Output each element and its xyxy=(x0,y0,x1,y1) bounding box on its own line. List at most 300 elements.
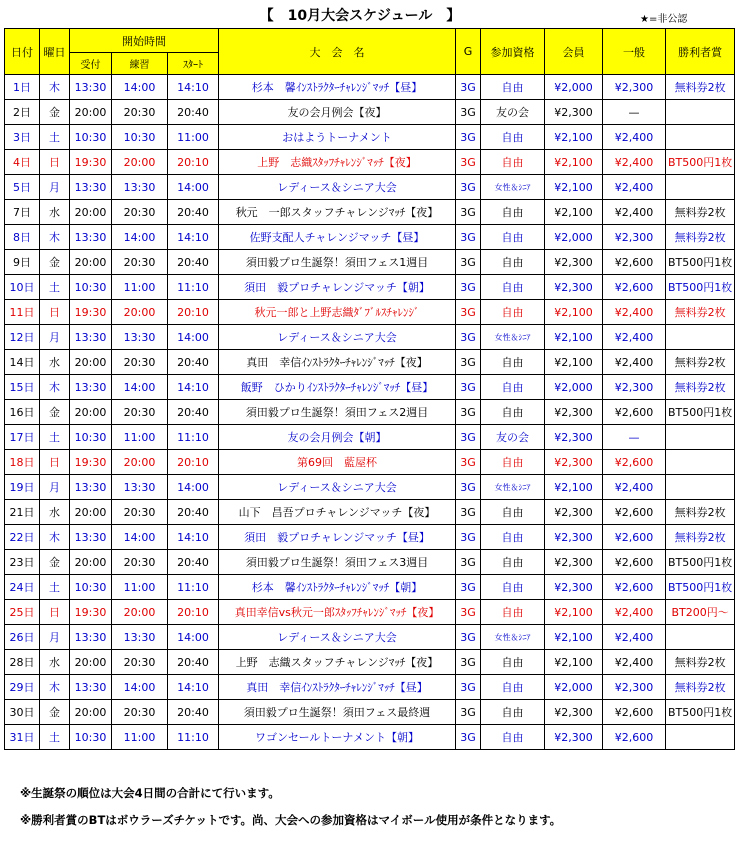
row-member-fee: ¥2,300 xyxy=(545,450,603,475)
row-winner-prize: 無料券2枚 xyxy=(666,350,735,375)
row-date: 28日 xyxy=(5,650,40,675)
table-row xyxy=(5,275,735,300)
row-event-name: 秋元一郎と上野志織ﾀﾞﾌﾞﾙｽﾁｬﾚﾝｼﾞ xyxy=(219,300,456,325)
row-member-fee: ¥2,100 xyxy=(545,475,603,500)
row-qualification: 女性＆ｼﾆｱ xyxy=(481,625,545,650)
header-general: 一般 xyxy=(603,29,666,75)
row-g: 3G xyxy=(456,225,481,250)
row-qualification: 友の会 xyxy=(481,425,545,450)
row-weekday: 金 xyxy=(40,400,70,425)
row-general-fee: ¥2,300 xyxy=(603,375,666,400)
row-weekday: 木 xyxy=(40,225,70,250)
row-date: 7日 xyxy=(5,200,40,225)
row-practice: 11:00 xyxy=(112,575,168,600)
row-general-fee: ¥2,600 xyxy=(603,400,666,425)
row-date: 9日 xyxy=(5,250,40,275)
row-winner-prize xyxy=(666,450,735,475)
header-date: 日付 xyxy=(5,29,40,75)
row-date: 31日 xyxy=(5,725,40,750)
header-start: ｽﾀｰﾄ xyxy=(168,53,219,75)
row-start: 11:10 xyxy=(168,425,219,450)
row-member-fee: ¥2,000 xyxy=(545,225,603,250)
row-qualification: 自由 xyxy=(481,450,545,475)
row-weekday: 水 xyxy=(40,650,70,675)
row-g: 3G xyxy=(456,75,481,100)
row-winner-prize: 無料券2枚 xyxy=(666,200,735,225)
row-start: 14:00 xyxy=(168,475,219,500)
row-general-fee: ¥2,400 xyxy=(603,125,666,150)
row-winner-prize: 無料券2枚 xyxy=(666,300,735,325)
row-g: 3G xyxy=(456,375,481,400)
row-date: 16日 xyxy=(5,400,40,425)
row-winner-prize: BT500円1枚 xyxy=(666,575,735,600)
row-start: 14:00 xyxy=(168,175,219,200)
row-member-fee: ¥2,300 xyxy=(545,500,603,525)
row-qualification: 自由 xyxy=(481,725,545,750)
page-title: 【 10月大会スケジュール 】 xyxy=(259,8,461,24)
row-general-fee: ¥2,300 xyxy=(603,675,666,700)
row-winner-prize xyxy=(666,100,735,125)
row-winner-prize xyxy=(666,325,735,350)
row-weekday: 日 xyxy=(40,600,70,625)
row-qualification: 自由 xyxy=(481,200,545,225)
row-member-fee: ¥2,100 xyxy=(545,350,603,375)
row-member-fee: ¥2,300 xyxy=(545,550,603,575)
table-row xyxy=(5,200,735,225)
row-general-fee: ¥2,600 xyxy=(603,550,666,575)
row-date: 22日 xyxy=(5,525,40,550)
table-row xyxy=(5,175,735,200)
table-row xyxy=(5,500,735,525)
row-date: 25日 xyxy=(5,600,40,625)
row-practice: 20:30 xyxy=(112,650,168,675)
row-start: 14:10 xyxy=(168,525,219,550)
row-start: 11:00 xyxy=(168,125,219,150)
row-reception: 13:30 xyxy=(70,625,112,650)
row-start: 11:10 xyxy=(168,275,219,300)
table-row xyxy=(5,100,735,125)
table-row xyxy=(5,325,735,350)
row-event-name: 飯野 ひかりｲﾝｽﾄﾗｸﾀｰﾁｬﾚﾝｼﾞﾏｯﾁ【昼】 xyxy=(219,375,456,400)
row-winner-prize: 無料券2枚 xyxy=(666,675,735,700)
row-weekday: 水 xyxy=(40,500,70,525)
row-start: 20:10 xyxy=(168,450,219,475)
header-g: G xyxy=(456,29,481,75)
row-date: 18日 xyxy=(5,450,40,475)
row-reception: 10:30 xyxy=(70,275,112,300)
row-date: 1日 xyxy=(5,75,40,100)
table-row xyxy=(5,700,735,725)
row-winner-prize: BT500円1枚 xyxy=(666,400,735,425)
row-practice: 20:00 xyxy=(112,600,168,625)
row-date: 3日 xyxy=(5,125,40,150)
table-row xyxy=(5,600,735,625)
row-member-fee: ¥2,300 xyxy=(545,100,603,125)
row-weekday: 日 xyxy=(40,300,70,325)
row-event-name: 上野 志織ｽﾀｯﾌﾁｬﾚﾝｼﾞﾏｯﾁ【夜】 xyxy=(219,150,456,175)
row-reception: 20:00 xyxy=(70,650,112,675)
row-reception: 13:30 xyxy=(70,475,112,500)
row-qualification: 女性＆ｼﾆｱ xyxy=(481,325,545,350)
row-winner-prize: BT500円1枚 xyxy=(666,550,735,575)
row-qualification: 自由 xyxy=(481,300,545,325)
table-row xyxy=(5,475,735,500)
row-g: 3G xyxy=(456,175,481,200)
row-g: 3G xyxy=(456,300,481,325)
row-weekday: 木 xyxy=(40,375,70,400)
row-event-name: レディース＆シニア大会 xyxy=(219,475,456,500)
row-weekday: 月 xyxy=(40,175,70,200)
row-date: 8日 xyxy=(5,225,40,250)
header-reception: 受付 xyxy=(70,53,112,75)
row-event-name: ワゴンセールトーナメント【朝】 xyxy=(219,725,456,750)
row-practice: 20:00 xyxy=(112,450,168,475)
row-reception: 20:00 xyxy=(70,350,112,375)
row-weekday: 金 xyxy=(40,100,70,125)
row-winner-prize: 無料券2枚 xyxy=(666,500,735,525)
row-event-name: 真田 幸信ｲﾝｽﾄﾗｸﾀｰﾁｬﾚﾝｼﾞﾏｯﾁ【夜】 xyxy=(219,350,456,375)
row-weekday: 木 xyxy=(40,75,70,100)
legend-note: ★=非公認 xyxy=(640,14,688,25)
row-start: 20:40 xyxy=(168,500,219,525)
row-date: 5日 xyxy=(5,175,40,200)
row-reception: 19:30 xyxy=(70,600,112,625)
table-row xyxy=(5,375,735,400)
row-qualification: 友の会 xyxy=(481,100,545,125)
row-general-fee: ¥2,400 xyxy=(603,200,666,225)
row-qualification: 自由 xyxy=(481,150,545,175)
row-start: 20:40 xyxy=(168,250,219,275)
row-start: 11:10 xyxy=(168,575,219,600)
row-practice: 14:00 xyxy=(112,375,168,400)
row-reception: 19:30 xyxy=(70,300,112,325)
row-general-fee: ¥2,600 xyxy=(603,450,666,475)
row-member-fee: ¥2,100 xyxy=(545,200,603,225)
row-general-fee: ¥2,600 xyxy=(603,575,666,600)
row-start: 20:40 xyxy=(168,650,219,675)
row-practice: 20:30 xyxy=(112,100,168,125)
row-event-name: おはようトーナメント xyxy=(219,125,456,150)
row-start: 14:10 xyxy=(168,225,219,250)
row-winner-prize: 無料券2枚 xyxy=(666,225,735,250)
row-event-name: 杉本 馨ｲﾝｽﾄﾗｸﾀｰﾁｬﾚﾝｼﾞﾏｯﾁ【朝】 xyxy=(219,575,456,600)
table-row xyxy=(5,650,735,675)
row-winner-prize: 無料券2枚 xyxy=(666,75,735,100)
row-event-name: 須田毅プロ生誕祭！須田フェス2週目 xyxy=(219,400,456,425)
row-general-fee: ¥2,600 xyxy=(603,700,666,725)
row-g: 3G xyxy=(456,550,481,575)
row-qualification: 自由 xyxy=(481,550,545,575)
table-row xyxy=(5,450,735,475)
header-winner-prize: 勝利者賞 xyxy=(666,29,735,75)
row-event-name: 友の会月例会【朝】 xyxy=(219,425,456,450)
row-reception: 20:00 xyxy=(70,100,112,125)
row-start: 14:10 xyxy=(168,675,219,700)
row-event-name: 友の会月例会【夜】 xyxy=(219,100,456,125)
row-reception: 13:30 xyxy=(70,75,112,100)
row-event-name: 杉本 馨ｲﾝｽﾄﾗｸﾀｰﾁｬﾚﾝｼﾞﾏｯﾁ【昼】 xyxy=(219,75,456,100)
row-reception: 13:30 xyxy=(70,525,112,550)
row-date: 21日 xyxy=(5,500,40,525)
row-general-fee: ¥2,400 xyxy=(603,600,666,625)
row-member-fee: ¥2,300 xyxy=(545,275,603,300)
note-ticket: ※勝利者賞のBTはボウラーズチケットです。尚、大会への参加資格はマイボール使用が条件となります。 xyxy=(20,813,562,827)
row-start: 20:10 xyxy=(168,300,219,325)
row-weekday: 木 xyxy=(40,525,70,550)
row-winner-prize: 無料券2枚 xyxy=(666,375,735,400)
row-reception: 20:00 xyxy=(70,500,112,525)
row-practice: 14:00 xyxy=(112,225,168,250)
row-start: 14:00 xyxy=(168,325,219,350)
header-practice: 練習 xyxy=(112,53,168,75)
row-date: 23日 xyxy=(5,550,40,575)
row-date: 19日 xyxy=(5,475,40,500)
table-row xyxy=(5,525,735,550)
row-qualification: 自由 xyxy=(481,400,545,425)
row-qualification: 自由 xyxy=(481,650,545,675)
row-weekday: 土 xyxy=(40,575,70,600)
header-start-time: 開始時間 xyxy=(70,29,219,53)
row-qualification: 自由 xyxy=(481,575,545,600)
row-winner-prize xyxy=(666,625,735,650)
table-row xyxy=(5,425,735,450)
table-row xyxy=(5,550,735,575)
row-g: 3G xyxy=(456,500,481,525)
row-reception: 13:30 xyxy=(70,225,112,250)
row-qualification: 女性＆ｼﾆｱ xyxy=(481,475,545,500)
table-row xyxy=(5,675,735,700)
row-practice: 20:30 xyxy=(112,200,168,225)
row-general-fee: ¥2,600 xyxy=(603,525,666,550)
row-g: 3G xyxy=(456,675,481,700)
row-member-fee: ¥2,100 xyxy=(545,125,603,150)
row-weekday: 水 xyxy=(40,200,70,225)
row-practice: 10:30 xyxy=(112,125,168,150)
row-reception: 13:30 xyxy=(70,175,112,200)
row-event-name: レディース＆シニア大会 xyxy=(219,175,456,200)
row-date: 30日 xyxy=(5,700,40,725)
row-g: 3G xyxy=(456,450,481,475)
row-winner-prize xyxy=(666,425,735,450)
header-event: 大 会 名 xyxy=(219,29,456,75)
header-qualification: 参加資格 xyxy=(481,29,545,75)
row-weekday: 水 xyxy=(40,350,70,375)
row-member-fee: ¥2,300 xyxy=(545,525,603,550)
row-member-fee: ¥2,100 xyxy=(545,175,603,200)
table-row xyxy=(5,575,735,600)
row-practice: 13:30 xyxy=(112,175,168,200)
row-member-fee: ¥2,300 xyxy=(545,400,603,425)
row-g: 3G xyxy=(456,125,481,150)
row-weekday: 土 xyxy=(40,125,70,150)
schedule-table xyxy=(4,28,735,750)
row-winner-prize: BT200円～ xyxy=(666,600,735,625)
row-member-fee: ¥2,300 xyxy=(545,725,603,750)
row-weekday: 日 xyxy=(40,450,70,475)
row-date: 17日 xyxy=(5,425,40,450)
row-qualification: 自由 xyxy=(481,375,545,400)
row-general-fee: — xyxy=(603,425,666,450)
row-practice: 20:30 xyxy=(112,700,168,725)
row-g: 3G xyxy=(456,200,481,225)
row-g: 3G xyxy=(456,475,481,500)
row-member-fee: ¥2,100 xyxy=(545,325,603,350)
row-start: 20:40 xyxy=(168,350,219,375)
row-winner-prize: BT500円1枚 xyxy=(666,700,735,725)
row-general-fee: ¥2,300 xyxy=(603,225,666,250)
row-start: 11:10 xyxy=(168,725,219,750)
row-winner-prize: BT500円1枚 xyxy=(666,150,735,175)
row-event-name: 須田 毅プロチャレンジマッチ【朝】 xyxy=(219,275,456,300)
row-g: 3G xyxy=(456,525,481,550)
row-event-name: 山下 昌吾プロチャレンジマッチ【夜】 xyxy=(219,500,456,525)
row-general-fee: ¥2,400 xyxy=(603,300,666,325)
row-practice: 11:00 xyxy=(112,425,168,450)
row-member-fee: ¥2,300 xyxy=(545,575,603,600)
row-general-fee: ¥2,400 xyxy=(603,625,666,650)
row-reception: 20:00 xyxy=(70,550,112,575)
row-practice: 20:30 xyxy=(112,400,168,425)
row-event-name: 第69回 藍屋杯 xyxy=(219,450,456,475)
table-row xyxy=(5,400,735,425)
row-g: 3G xyxy=(456,250,481,275)
row-general-fee: ¥2,600 xyxy=(603,275,666,300)
row-reception: 10:30 xyxy=(70,575,112,600)
row-practice: 11:00 xyxy=(112,725,168,750)
row-winner-prize: 無料券2枚 xyxy=(666,525,735,550)
row-winner-prize xyxy=(666,725,735,750)
row-date: 2日 xyxy=(5,100,40,125)
header-weekday: 曜日 xyxy=(40,29,70,75)
row-practice: 20:00 xyxy=(112,150,168,175)
row-practice: 20:30 xyxy=(112,350,168,375)
row-general-fee: — xyxy=(603,100,666,125)
row-member-fee: ¥2,000 xyxy=(545,675,603,700)
row-event-name: 須田毅プロ生誕祭！須田フェス3週目 xyxy=(219,550,456,575)
row-g: 3G xyxy=(456,600,481,625)
row-general-fee: ¥2,600 xyxy=(603,500,666,525)
row-member-fee: ¥2,100 xyxy=(545,600,603,625)
row-member-fee: ¥2,300 xyxy=(545,700,603,725)
row-start: 20:40 xyxy=(168,700,219,725)
row-qualification: 自由 xyxy=(481,700,545,725)
row-practice: 20:30 xyxy=(112,550,168,575)
row-general-fee: ¥2,400 xyxy=(603,150,666,175)
row-member-fee: ¥2,100 xyxy=(545,625,603,650)
row-general-fee: ¥2,400 xyxy=(603,175,666,200)
row-winner-prize xyxy=(666,475,735,500)
row-qualification: 自由 xyxy=(481,250,545,275)
row-g: 3G xyxy=(456,425,481,450)
row-g: 3G xyxy=(456,725,481,750)
row-g: 3G xyxy=(456,275,481,300)
row-member-fee: ¥2,100 xyxy=(545,650,603,675)
row-reception: 13:30 xyxy=(70,675,112,700)
row-practice: 20:00 xyxy=(112,300,168,325)
row-winner-prize xyxy=(666,125,735,150)
table-row xyxy=(5,625,735,650)
row-start: 20:10 xyxy=(168,150,219,175)
row-reception: 19:30 xyxy=(70,450,112,475)
row-event-name: レディース＆シニア大会 xyxy=(219,625,456,650)
row-reception: 13:30 xyxy=(70,325,112,350)
row-practice: 11:00 xyxy=(112,275,168,300)
table-row xyxy=(5,75,735,100)
row-start: 20:10 xyxy=(168,600,219,625)
row-reception: 10:30 xyxy=(70,125,112,150)
row-reception: 20:00 xyxy=(70,700,112,725)
row-event-name: 真田幸信vs秋元一郎ｽﾀｯﾌﾁｬﾚﾝｼﾞﾏｯﾁ【夜】 xyxy=(219,600,456,625)
row-reception: 20:00 xyxy=(70,250,112,275)
row-practice: 20:30 xyxy=(112,250,168,275)
row-g: 3G xyxy=(456,400,481,425)
row-g: 3G xyxy=(456,700,481,725)
row-g: 3G xyxy=(456,325,481,350)
table-row xyxy=(5,350,735,375)
row-event-name: 須田毅プロ生誕祭！須田フェス最終週 xyxy=(219,700,456,725)
header-member: 会員 xyxy=(545,29,603,75)
row-event-name: 上野 志織スタッフチャレンジﾏｯﾁ【夜】 xyxy=(219,650,456,675)
row-practice: 14:00 xyxy=(112,525,168,550)
row-start: 20:40 xyxy=(168,200,219,225)
row-weekday: 土 xyxy=(40,425,70,450)
row-g: 3G xyxy=(456,150,481,175)
row-winner-prize xyxy=(666,175,735,200)
row-member-fee: ¥2,300 xyxy=(545,425,603,450)
row-date: 12日 xyxy=(5,325,40,350)
row-date: 10日 xyxy=(5,275,40,300)
row-general-fee: ¥2,400 xyxy=(603,475,666,500)
row-member-fee: ¥2,000 xyxy=(545,375,603,400)
row-weekday: 金 xyxy=(40,550,70,575)
row-qualification: 自由 xyxy=(481,350,545,375)
row-practice: 13:30 xyxy=(112,475,168,500)
row-qualification: 自由 xyxy=(481,75,545,100)
row-member-fee: ¥2,100 xyxy=(545,150,603,175)
row-g: 3G xyxy=(456,100,481,125)
row-event-name: 須田 毅プロチャレンジマッチ【昼】 xyxy=(219,525,456,550)
row-start: 14:10 xyxy=(168,375,219,400)
row-general-fee: ¥2,400 xyxy=(603,325,666,350)
row-date: 14日 xyxy=(5,350,40,375)
row-event-name: レディース＆シニア大会 xyxy=(219,325,456,350)
row-event-name: 佐野支配人チャレンジマッチ【昼】 xyxy=(219,225,456,250)
row-practice: 13:30 xyxy=(112,325,168,350)
row-weekday: 金 xyxy=(40,250,70,275)
row-weekday: 月 xyxy=(40,475,70,500)
row-event-name: 須田毅プロ生誕祭！須田フェス1週目 xyxy=(219,250,456,275)
row-weekday: 日 xyxy=(40,150,70,175)
row-practice: 14:00 xyxy=(112,675,168,700)
row-event-name: 真田 幸信ｲﾝｽﾄﾗｸﾀｰﾁｬﾚﾝｼﾞﾏｯﾁ【昼】 xyxy=(219,675,456,700)
row-event-name: 秋元 一郎スタッフチャレンジﾏｯﾁ【夜】 xyxy=(219,200,456,225)
row-qualification: 自由 xyxy=(481,225,545,250)
row-date: 24日 xyxy=(5,575,40,600)
row-qualification: 自由 xyxy=(481,500,545,525)
row-g: 3G xyxy=(456,650,481,675)
row-practice: 13:30 xyxy=(112,625,168,650)
table-row xyxy=(5,150,735,175)
row-qualification: 自由 xyxy=(481,675,545,700)
row-weekday: 月 xyxy=(40,325,70,350)
row-general-fee: ¥2,600 xyxy=(603,725,666,750)
row-practice: 14:00 xyxy=(112,75,168,100)
row-start: 20:40 xyxy=(168,550,219,575)
row-qualification: 自由 xyxy=(481,600,545,625)
row-reception: 10:30 xyxy=(70,725,112,750)
row-weekday: 金 xyxy=(40,700,70,725)
row-start: 20:40 xyxy=(168,100,219,125)
